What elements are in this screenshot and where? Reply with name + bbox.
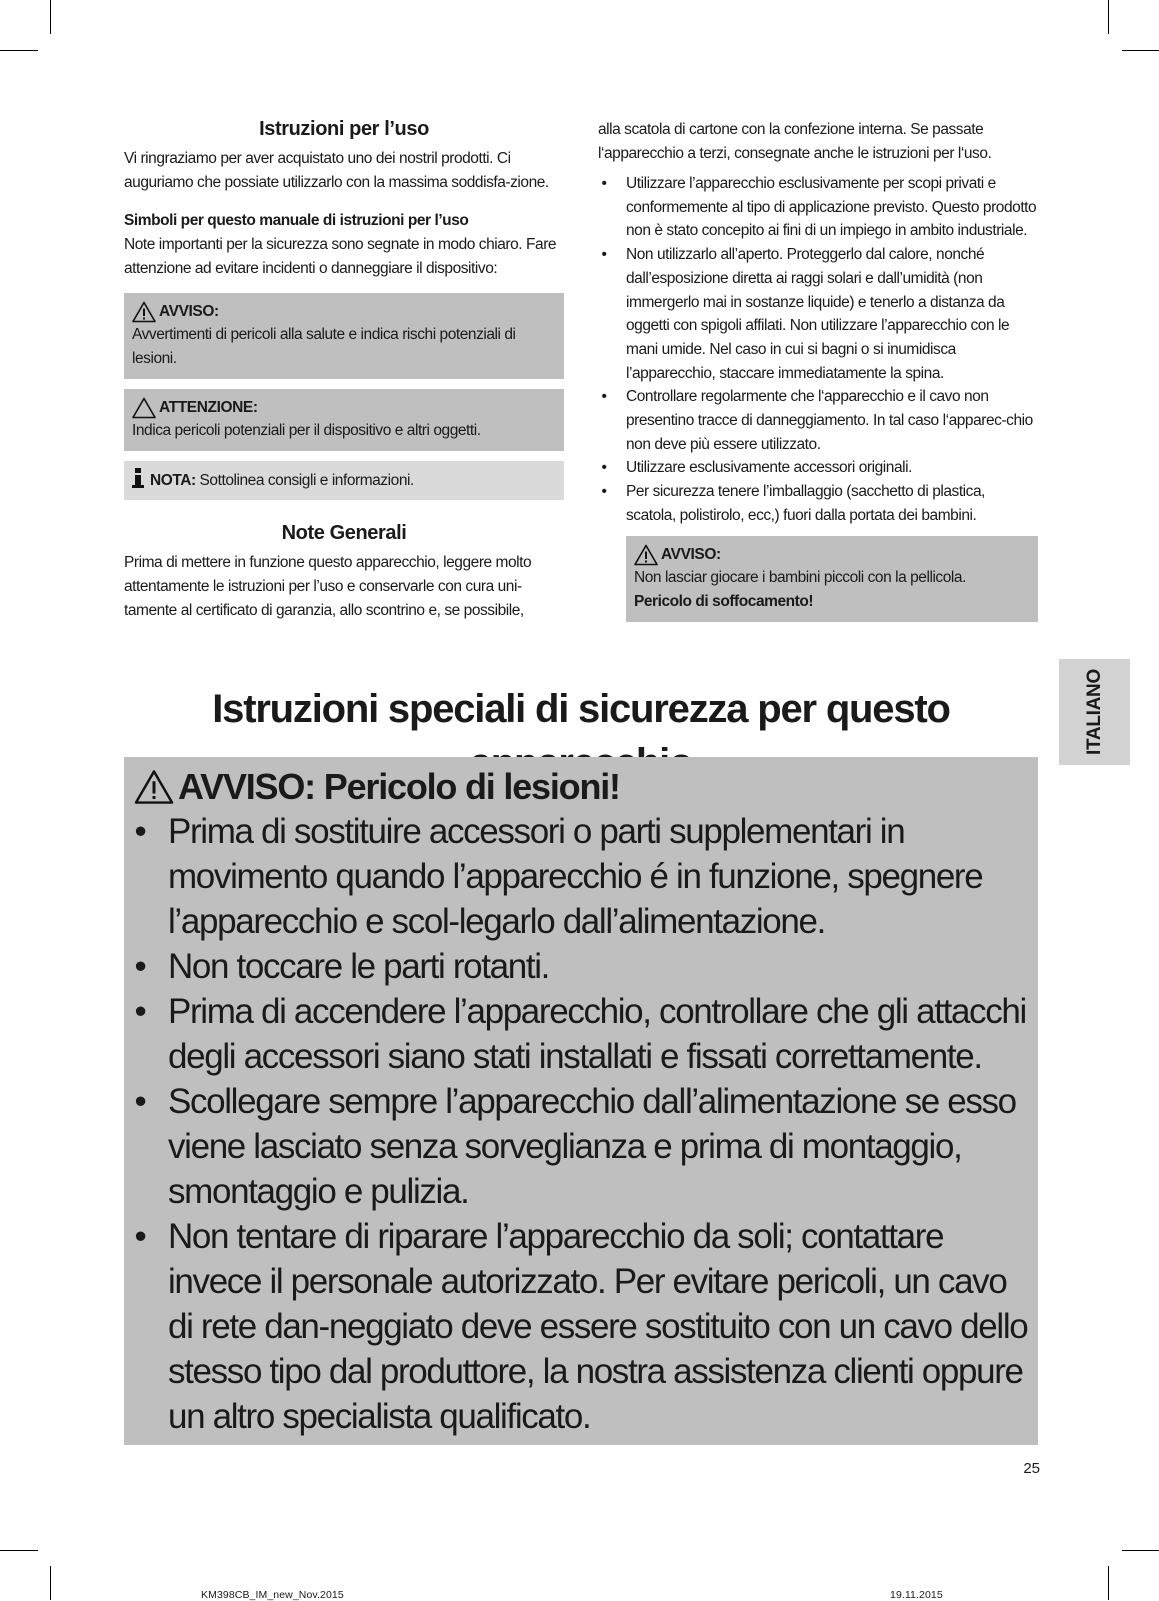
crop-mark <box>1108 0 1109 34</box>
crop-mark <box>1122 50 1159 51</box>
language-tab <box>1059 659 1130 765</box>
left-column <box>124 118 564 623</box>
nota-box <box>124 461 564 500</box>
footer-date: 19.11.2015 <box>890 1589 943 1601</box>
list-item: • Controllare regolarmente che l‘apparecchio e il cavo non presentino tracce di danneggiamento. In tal caso l‘apparec-chio non deve più essere utilizzato. <box>601 388 1033 453</box>
footer-file-name: KM398CB_IM_new_Nov.2015 <box>201 1589 344 1601</box>
special-warning-box <box>124 757 1038 1445</box>
child-warning-box <box>626 536 1038 622</box>
avviso-label: AVVISO: <box>159 303 219 320</box>
page-number: 25 <box>1023 1460 1040 1477</box>
warning-icon <box>634 544 658 566</box>
general-notes-list <box>598 172 1038 528</box>
continued-text: alla scatola di cartone con la confezione interna. Se passate l‘apparecchio a terzi, consegnate anche le istruzioni per l‘uso. <box>598 121 992 162</box>
intro-text: Vi ringraziamo per aver acquistato uno dei nostril prodotti. Ci auguriamo che possiate utilizzarlo con la massima soddisfa-zione. <box>124 150 549 191</box>
language-label: ITALIANO <box>1083 669 1105 755</box>
list-item: • Utilizzare esclusivamente accessori originali. <box>601 459 912 477</box>
crop-mark <box>0 50 38 51</box>
list-item: • Non toccare le parti rotanti. <box>134 947 550 986</box>
list-item: • Per sicurezza tenere l’imballaggio (sacchetto di plastica, scatola, polistirolo, ecc,) fuori dalla portata dei bambini. <box>601 483 986 524</box>
child-warning-text: Non lasciar giocare i bambini piccoli con la pellicola. <box>634 568 966 586</box>
warning-icon <box>132 301 156 323</box>
warning-icon <box>134 769 174 805</box>
special-instructions-list <box>132 809 1032 1439</box>
avviso-text: Avvertimenti di pericoli alla salute e indica rischi potenziali di lesioni. <box>132 326 516 367</box>
right-column <box>598 118 1038 622</box>
nota-label: NOTA: <box>150 472 196 489</box>
crop-mark <box>1108 1566 1109 1600</box>
child-warning-label: AVVISO: <box>661 545 721 563</box>
crop-mark <box>50 0 51 34</box>
list-item: • Scollegare sempre l’apparecchio dall’alimentazione se esso viene lasciato senza sorveglianza e prima di montaggio, smontaggio e pulizia. <box>134 1082 1016 1211</box>
note-generali-text: Prima di mettere in funzione questo apparecchio, leggere molto attentamente le istruzioni per l’uso e conservarle con cura uni-tamente al certificato di garanzia, allo scontrino e, se possibile, <box>124 554 532 619</box>
nota-text: Sottolinea consigli e informazioni. <box>199 472 414 489</box>
symbols-text: Note importanti per la sicurezza sono segnate in modo chiaro. Fare attenzione ad evitare incidenti o danneggiare il dispositivo: <box>124 236 557 277</box>
list-item: • Prima di sostituire accessori o parti supplementari in movimento quando l’apparecchio é in funzione, spegnere l’apparecchio e scol-legarlo dall’alimentazione. <box>134 812 983 941</box>
symbols-heading: Simboli per questo manuale di istruzioni per l’uso <box>124 212 469 229</box>
caution-icon <box>132 397 156 419</box>
special-instructions-title: Istruzioni speciali di sicurezza per questo <box>212 687 950 731</box>
list-item: • Prima di accendere l’apparecchio, controllare che gli attacchi degli accessori siano stati installati e fissati correttamente. <box>134 992 1026 1076</box>
attenzione-text: Indica pericoli potenziali per il dispositivo e altri oggetti. <box>132 422 481 439</box>
crop-mark <box>50 1566 51 1600</box>
crop-mark <box>0 1550 38 1551</box>
attenzione-box <box>124 389 564 451</box>
list-item: • Non utilizzarlo all’aperto. Proteggerlo dal calore, nonché dall’esposizione diretta ai raggi solari e dall’umidità (non immergerlo mai in sostanze liquide) e tenerlo a distanza da oggetti con spigoli affilati. Non utilizzare l’apparecchio con le mani umide. Nel caso in cui si bagni o si inumidisca l’apparecchio, staccare immediatamente la spina. <box>601 246 1010 382</box>
instructions-title: Istruzioni per l’uso <box>259 118 429 140</box>
suffocation-warning: Pericolo di soffocamento! <box>634 592 814 610</box>
info-icon <box>132 468 144 488</box>
special-warning-label: AVVISO: Pericolo di lesioni! <box>178 766 620 807</box>
note-generali-title: Note Generali <box>281 522 407 544</box>
attenzione-label: ATTENZIONE: <box>159 399 258 416</box>
avviso-box <box>124 293 564 379</box>
list-item: • Utilizzare l’apparecchio esclusivamente per scopi privati e conformemente al tipo di applicazione previsto. Questo prodotto non è stato concepito ai fini di un impiego in ambito industriale. <box>601 175 1037 240</box>
crop-mark <box>1122 1550 1159 1551</box>
list-item: • Non tentare di riparare l’apparecchio da soli; contattare invece il personale autorizzato. Per evitare pericoli, un cavo di rete dan-neggiato deve essere sostituito con un cavo dello stesso tipo dal produttore, la nostra assistenza clienti oppure un altro specialista qualificato. <box>134 1217 1028 1436</box>
